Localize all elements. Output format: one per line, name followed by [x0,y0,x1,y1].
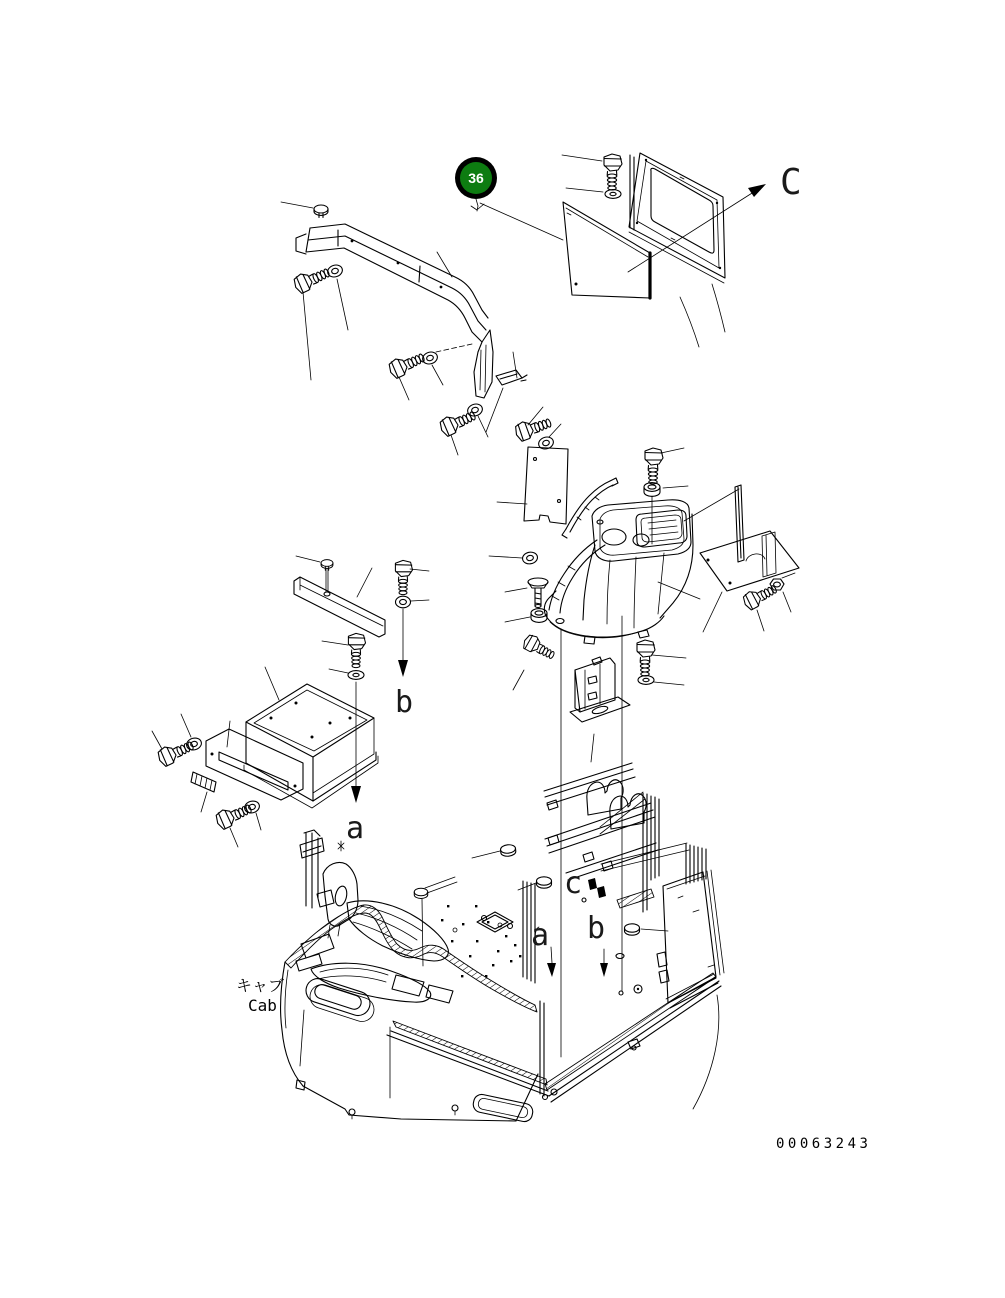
ref-label-c: c [564,866,583,901]
hex-bolt-icon [387,348,427,380]
washer-icon [522,551,539,565]
arrow-label-b-box: b [395,685,414,720]
hex-bolt-icon [604,154,622,190]
right-bracket-assembly [684,485,799,632]
side-panel-part [497,447,568,524]
hex-bolt-icon [513,413,553,442]
plug-cap-icon [500,844,516,857]
console-assembly [489,447,700,1057]
flat-bar-part [294,556,385,637]
cowl-seal-band [285,905,537,1012]
button-screw-icon [321,560,333,571]
washer-icon [638,676,654,685]
callout-badge[interactable] [455,157,563,240]
hex-bolt-icon [292,263,332,295]
view-c-arrow [628,162,802,272]
ref-label-a: a [531,918,550,953]
hex-bolt-icon [637,640,655,676]
hex-bolt-icon [348,633,365,667]
pin-block-part [191,772,216,812]
view-c-label: C [780,162,802,203]
cover-panel-part [563,202,650,298]
box-assembly [152,556,429,847]
drawing-number: 00063243 [776,1136,872,1152]
hex-bolt-icon [645,448,663,484]
ref-label-b: b [587,911,606,946]
washer-icon [396,596,411,608]
hex-bolt-icon [395,560,412,594]
washer-icon [605,190,621,199]
rear-frame-part [629,153,725,347]
plug-cap-icon [537,877,552,888]
arrowhead-icon [748,184,766,197]
button-screw-icon [314,205,328,218]
support-beam-part [296,224,493,398]
duct-bracket-part [570,657,630,762]
locknut-icon [644,483,660,497]
plug-cap-icon [414,888,428,898]
arrowhead-icon [351,786,361,803]
arrowhead-icon [398,660,408,677]
washer-icon [348,671,364,680]
cab-label-japanese: キャブ [236,976,285,995]
plug-cap-icon [625,924,640,935]
badge-leader-line [471,199,484,211]
sill-part [387,973,721,1123]
hex-bolt-icon [521,633,557,663]
arrow-label-a-box: a [346,811,365,846]
arrowhead-icon [547,963,556,977]
hex-nut-icon [770,579,784,590]
hex-bolt-icon [156,736,196,768]
arrowhead-icon [600,963,608,977]
washer-icon [466,402,484,418]
bracket-plate-part [206,721,303,800]
badge-pointer-line [480,203,563,240]
badge-number: 36 [468,170,484,186]
cab-label-english: Cab [248,996,277,1015]
top-cover-assembly [281,153,725,455]
hex-bolt-icon [214,799,254,831]
